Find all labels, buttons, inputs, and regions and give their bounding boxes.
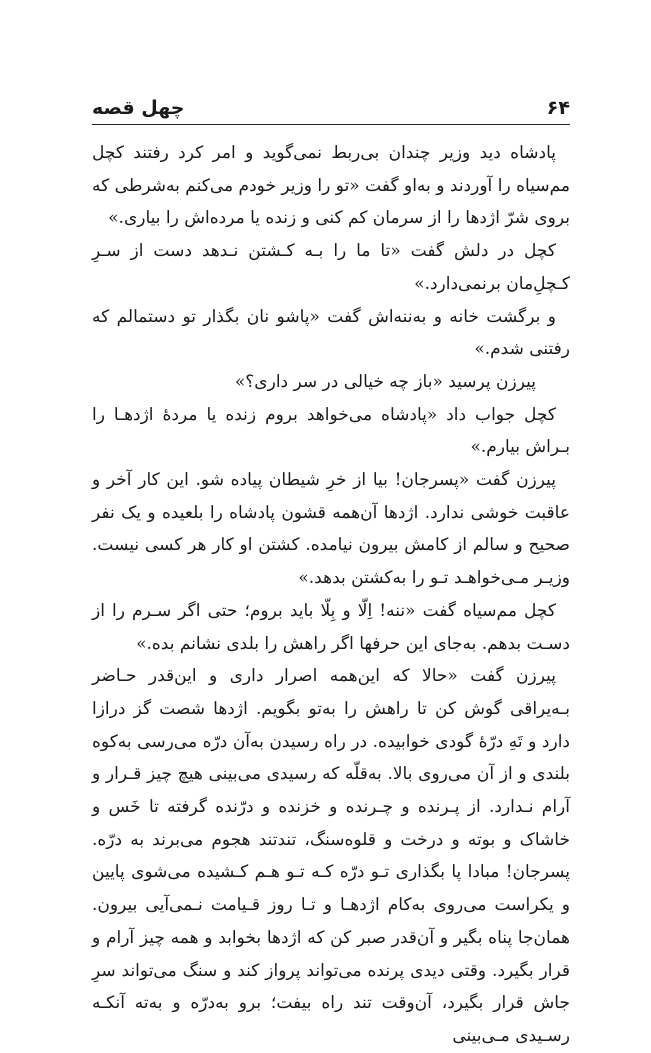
page-number: ۶۴ <box>546 97 570 119</box>
paragraph: پیرزن گفت «پسرجان! بیا از خرِ شیطان پیاده شو. این کار آخر و عاقبت خوشی ندارد. اژدها آن‌همه قشون پادشاه را بلعیده و یک نفر صحیح و سالم از کامش بیرون نیامده. کشتن او کار هر کسی نیست. وزیـر مـی‌خواهـد تـو را به‌کشتن بدهد.» <box>92 470 570 589</box>
paragraph: کچل در دلش گفت «تا ما را بـه کـشتن نـدهد دست از سـرِ کـچلِ‌مان برنمی‌دارد.» <box>92 241 570 294</box>
body-text <box>92 137 570 1053</box>
book-title: چهل قصه <box>92 97 185 119</box>
paragraph: پادشاه دید وزیر چندان بی‌ربط نمی‌گوید و امر کرد رفتند کچل مم‌سیاه را آوردند و به‌او گفت «تو را وزیر خودم می‌کنم به‌شرطی که بروی شرّ اژدها را از سرمان کم کنی و زنده یا مرده‌اش را بیاری.» <box>92 143 570 229</box>
book-page <box>92 90 570 1053</box>
paragraph: و برگشت خانه و به‌ننه‌اش گفت «پاشو نان بگذار تو دستمالم که رفتنی شدم.» <box>92 306 570 360</box>
page-header <box>92 90 570 118</box>
paragraph: کچل مم‌سیاه گفت «ننه! اِلّا و بِلّا باید بروم؛ حتی اگر سـرم را از دسـت بدهم. به‌جای این حرفها اگر راهش را بلدی نشانم بده.» <box>92 600 570 654</box>
paragraph: کچل جواب داد «پادشاه می‌خواهد بروم زنده یا مردهٔ اژدهـا را بـراش بیارم.» <box>92 404 570 458</box>
paragraph: پیرزن گفت «حالا که این‌همه اصرار داری و این‌قدر حـاضر بـه‌یراقی گوش کن تا راهش را به‌تو بگویم. اژدها شصت گز درازا دارد و تَهِ درّهٔ گودی خوابیده. در راه رسیدن به‌آن درّه می‌رسی به‌کوه بلندی و از آن می‌روی بالا. به‌قلّه که رسیدی می‌بینی هیچ چیز قـرار و آرام نـدارد. از پـرنده و چـرنده و خزنده و درّنده گرفته تا خَس و خاشاک و بوته و درخت و قلوه‌سنگ، تندتند هجوم می‌برند به درّه. پسرجان! مبادا پا بگذاری تـو درّه کـه تـو هـم کـشیده می‌شوی پایین و یکراست می‌روی به‌کام اژدهـا و تـا روز قـیامت نـمی‌آیی بیرون. همان‌جا پناه بگیر و آن‌قدر صبر کن که اژدها بخوابد و همه چیز آرام و قرار بگیرد. وقتی دیدی پرنده می‌تواند پرواز کند و سنگ می‌تواند سرِ جاش قرار بگیرد، آن‌وقت تند راه بیفت؛ برو به‌درّه و به‌ته آنکـه رسـیدی مـی‌بینی <box>92 666 570 1046</box>
header-divider <box>92 124 570 125</box>
paragraph: پیرزن پرسید «باز چه خیالی در سر داری؟» <box>234 371 536 392</box>
